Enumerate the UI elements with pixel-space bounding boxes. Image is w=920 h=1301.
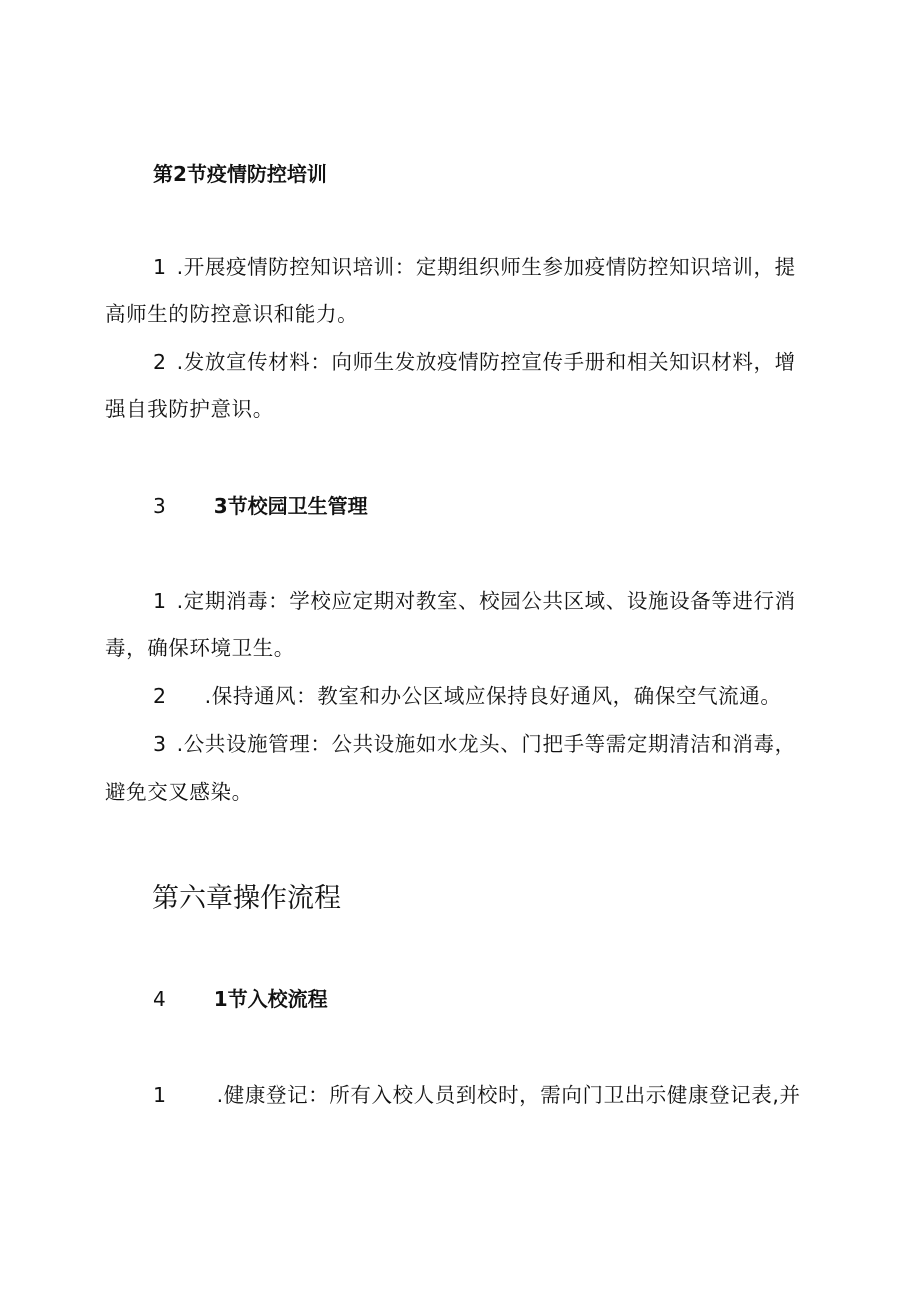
item-text: .开展疫情防控知识培训：定期组织师生参加疫情防控知识培训，提 <box>176 255 796 279</box>
item-text-continuation: 高师生的防控意识和能力。 <box>105 302 359 326</box>
item-text: .公共设施管理：公共设施如水龙头、门把手等需定期清洁和消毒， <box>176 732 796 756</box>
list-item <box>153 682 781 710</box>
item-text: .发放宣传材料：向师生发放疫情防控宣传手册和相关知识材料，增 <box>176 350 796 374</box>
list-item <box>153 253 796 281</box>
section-heading <box>153 985 328 1013</box>
list-item <box>153 587 796 615</box>
section-title: 1节入校流程 <box>213 987 328 1011</box>
section-title: 3节校园卫生管理 <box>213 494 368 518</box>
section-number: 3 <box>153 494 166 518</box>
item-number: 1 <box>153 1083 167 1107</box>
item-text: .健康登记：所有入校人员到校时，需向门卫出示健康登记表,并 <box>216 1083 801 1107</box>
item-text: .保持通风：教室和办公区域应保持良好通风，确保空气流通。 <box>204 684 782 708</box>
item-text-continuation: 毒，确保环境卫生。 <box>105 636 295 660</box>
item-number: 2 <box>153 684 167 708</box>
list-item <box>153 348 796 376</box>
section-number: 4 <box>153 987 166 1011</box>
item-number: 2 <box>153 350 167 374</box>
section-heading: 第2节疫情防控培训 <box>153 162 327 186</box>
list-item <box>153 730 796 758</box>
chapter-title: 第六章操作流程 <box>152 883 341 914</box>
item-number: 3 <box>153 732 167 756</box>
section-heading <box>153 492 368 520</box>
item-text-continuation: 避免交叉感染。 <box>105 780 253 804</box>
item-text-continuation: 强自我防护意识。 <box>105 397 274 421</box>
item-number: 1 <box>153 255 167 279</box>
list-item <box>153 1081 801 1109</box>
item-number: 1 <box>153 589 167 613</box>
item-text: .定期消毒：学校应定期对教室、校园公共区域、设施设备等进行消 <box>176 589 796 613</box>
